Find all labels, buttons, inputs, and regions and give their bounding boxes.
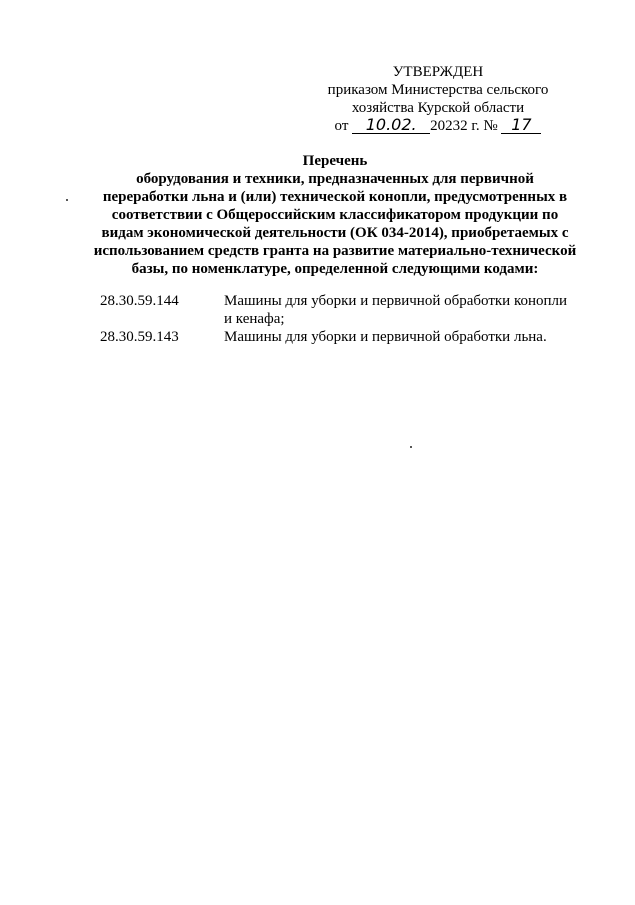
code-number: 28.30.59.143 [100, 329, 179, 345]
code-description [224, 292, 590, 328]
code-row [100, 292, 590, 328]
approval-stamp [318, 63, 558, 135]
order-number-handwritten: 17 [501, 117, 541, 134]
code-description-line: Машины для уборки и первичной обработки льна. [224, 329, 547, 345]
title-line-6: базы, по номенклатуре, определенной следующими кодами: [131, 261, 539, 277]
code-row [100, 328, 590, 346]
title-line-3: соответствии с Общероссийским классификатором продукции по [111, 207, 559, 223]
approval-line-2: хозяйства Курской области [351, 100, 525, 116]
title-line-4: видам экономической деятельности (ОК 034-2014), приобретаемых с [101, 225, 569, 241]
title-line-1: оборудования и техники, предназначенных для первичной [136, 171, 534, 187]
scan-artifact-dot [66, 199, 68, 201]
code-number: 28.30.59.144 [100, 293, 179, 309]
order-date-handwritten: 10.02. [352, 117, 430, 134]
code-description [224, 328, 590, 346]
order-from-prefix: от [334, 118, 349, 134]
code-description-line: Машины для уборки и первичной обработки конопли [224, 293, 568, 309]
title-line-5: использованием средств гранта на развитие материально-технической [93, 243, 577, 259]
title-line-2: переработки льна и (или) технической конопли, предусмотренных в [102, 189, 568, 205]
approval-line-1: приказом Министерства сельского [327, 82, 549, 98]
codes-list [100, 292, 590, 346]
order-year-text: 20232 г. № [430, 118, 498, 134]
approval-heading: УТВЕРЖДЕН [392, 64, 484, 80]
order-date-line [318, 117, 558, 135]
code-description-line: и кенафа; [224, 311, 285, 327]
document-title [60, 152, 610, 278]
scan-artifact-dot [410, 446, 412, 448]
title-heading: Перечень [302, 153, 368, 169]
